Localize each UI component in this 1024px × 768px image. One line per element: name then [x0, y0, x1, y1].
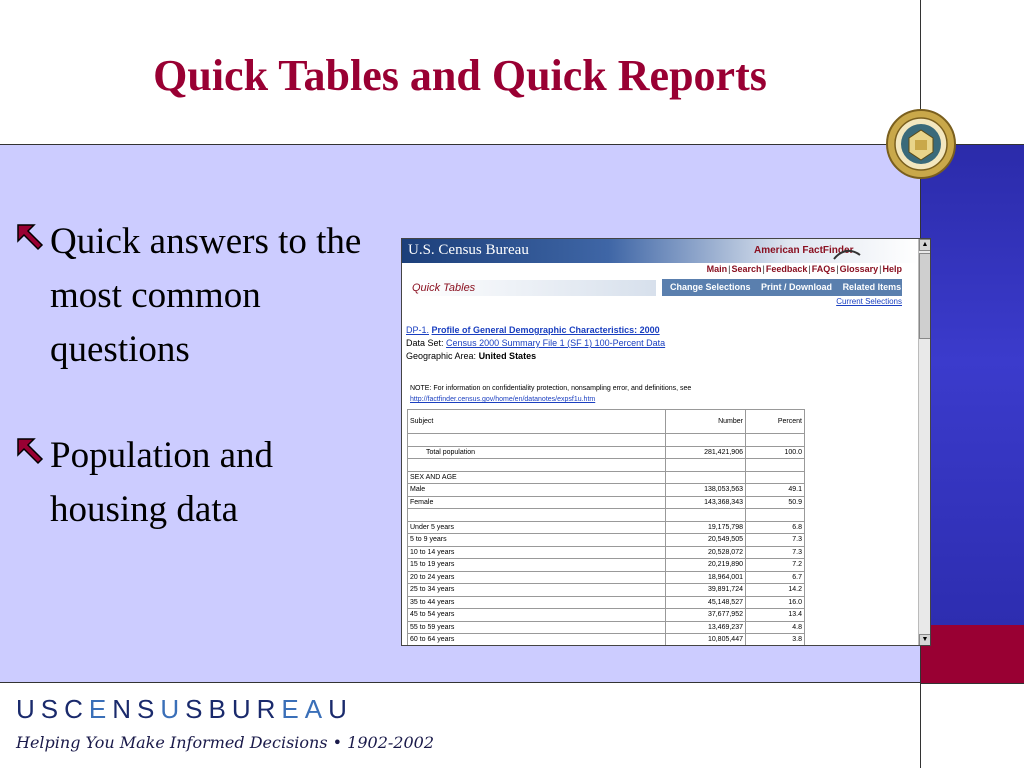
logo-letter: S — [40, 694, 65, 724]
table-cell-subject — [408, 434, 666, 447]
tab-change-selections[interactable]: Change Selections — [670, 282, 751, 292]
table-cell-number: 18,964,001 — [666, 571, 746, 584]
table-cell-percent: 6.7 — [746, 571, 805, 584]
table-cell-subject — [408, 509, 666, 522]
nav-link-faqs[interactable]: FAQs — [811, 264, 836, 274]
table-cell-number: 19,175,798 — [666, 521, 746, 534]
table-row — [408, 596, 805, 609]
table-cell-percent: 3.8 — [746, 634, 805, 647]
table-cell-percent: 4.8 — [746, 621, 805, 634]
table-row — [408, 496, 805, 509]
bullet-item — [14, 429, 394, 537]
table-cell-number: 138,053,563 — [666, 484, 746, 497]
logo-letter: E — [281, 694, 305, 724]
table-cell-percent — [746, 459, 805, 472]
nav-link-feedback[interactable]: Feedback — [765, 264, 808, 274]
table-id[interactable]: DP-1. — [406, 325, 430, 335]
table-cell-subject: 20 to 24 years — [408, 571, 666, 584]
logo-letter: B — [208, 694, 232, 724]
table-row — [408, 534, 805, 547]
table-cell-subject: 55 to 59 years — [408, 621, 666, 634]
geo-value: United States — [478, 351, 537, 361]
table-cell-subject: 15 to 19 years — [408, 559, 666, 572]
nav-link-main[interactable]: Main — [706, 264, 728, 274]
bullet-text: Population and housing data — [50, 435, 274, 530]
table-cell-subject: Under 5 years — [408, 521, 666, 534]
table-meta — [406, 324, 665, 363]
nav-separator: | — [879, 264, 882, 274]
table-title-link[interactable]: Profile of General Demographic Characteristics: 2000 — [431, 325, 660, 335]
current-selections-link[interactable]: Current Selections — [836, 297, 902, 306]
table-cell-percent: 13.4 — [746, 609, 805, 622]
table-cell-percent — [746, 471, 805, 484]
table-cell-subject: Female — [408, 496, 666, 509]
table-cell-subject: 60 to 64 years — [408, 634, 666, 647]
table-cell-subject — [408, 459, 666, 472]
tab-print-download[interactable]: Print / Download — [761, 282, 833, 292]
note-text: NOTE: For information on confidentiality protection, nonsampling error, and definitions, see — [410, 385, 692, 392]
table-cell-subject: Male — [408, 484, 666, 497]
table-cell-number — [666, 459, 746, 472]
side-band-red — [921, 625, 1024, 683]
table-cell-percent: 14.2 — [746, 584, 805, 597]
table-cell-number: 45,148,527 — [666, 596, 746, 609]
department-seal-icon — [885, 108, 957, 180]
table-cell-number: 20,219,890 — [666, 559, 746, 572]
table-row — [408, 509, 805, 522]
table-cell-percent: 50.9 — [746, 496, 805, 509]
table-row — [408, 559, 805, 572]
table-cell-subject: 35 to 44 years — [408, 596, 666, 609]
bullet-list — [14, 215, 394, 589]
table-cell-number: 20,549,505 — [666, 534, 746, 547]
table-row — [408, 584, 805, 597]
swoosh-logo-icon — [832, 247, 862, 261]
logo-letter: C — [64, 694, 89, 724]
tab-related-items[interactable]: Related Items — [842, 282, 902, 292]
scroll-thumb[interactable] — [919, 253, 931, 339]
nav-separator: | — [808, 264, 811, 274]
table-cell-percent: 100.0 — [746, 446, 805, 459]
table-row — [408, 471, 805, 484]
factfinder-screenshot — [401, 238, 931, 646]
table-cell-number: 13,469,237 — [666, 621, 746, 634]
logo-letter: E — [88, 694, 113, 724]
logo-letter: U — [231, 694, 257, 724]
table-header-row — [408, 410, 805, 434]
scroll-up-icon[interactable]: ▲ — [919, 239, 931, 251]
logo-letter: U — [16, 694, 41, 724]
table-cell-percent — [746, 434, 805, 447]
table-cell-subject: 45 to 54 years — [408, 609, 666, 622]
logo-letter: A — [304, 694, 329, 724]
section-label: Quick Tables — [406, 280, 656, 296]
table-cell-percent: 16.0 — [746, 596, 805, 609]
arrow-bullet-icon — [14, 221, 46, 253]
dataset-line — [406, 337, 665, 350]
action-tabs — [662, 279, 902, 296]
table-cell-subject: SEX AND AGE — [408, 471, 666, 484]
table-cell-number — [666, 434, 746, 447]
nav-link-glossary[interactable]: Glossary — [839, 264, 879, 274]
table-cell-number: 10,805,447 — [666, 634, 746, 647]
table-cell-subject: 25 to 34 years — [408, 584, 666, 597]
logo-letter: N — [112, 694, 138, 724]
top-nav-links — [402, 264, 918, 278]
section-bar — [402, 279, 918, 296]
bullet-text: Quick answers to the most common questions — [50, 221, 362, 370]
bullet-item — [14, 215, 394, 377]
nav-separator: | — [836, 264, 839, 274]
column-header-number: Number — [666, 410, 746, 434]
note-block — [410, 383, 691, 405]
table-cell-subject: 10 to 14 years — [408, 546, 666, 559]
table-cell-number — [666, 509, 746, 522]
table-row — [408, 609, 805, 622]
vertical-scrollbar[interactable] — [918, 239, 931, 646]
table-cell-number: 20,528,072 — [666, 546, 746, 559]
logo-letter: U — [328, 694, 353, 724]
arrow-bullet-icon — [14, 435, 46, 467]
slide-title: Quick Tables and Quick Reports — [153, 51, 767, 100]
table-cell-subject: Total population — [408, 446, 666, 459]
table-cell-number: 39,891,724 — [666, 584, 746, 597]
table-row — [408, 621, 805, 634]
scroll-down-icon[interactable]: ▼ — [919, 634, 931, 646]
table-cell-percent — [746, 509, 805, 522]
table-cell-number: 143,368,343 — [666, 496, 746, 509]
table-cell-number: 37,677,952 — [666, 609, 746, 622]
geo-line — [406, 350, 665, 363]
geo-label: Geographic Area: — [406, 351, 477, 361]
table-row — [408, 571, 805, 584]
table-cell-percent: 49.1 — [746, 484, 805, 497]
side-band-blue — [921, 145, 1024, 625]
column-header-percent: Percent — [746, 410, 805, 434]
table-cell-percent: 7.3 — [746, 534, 805, 547]
logo-letter: S — [137, 694, 161, 724]
table-cell-percent: 7.2 — [746, 559, 805, 572]
table-cell-number — [666, 471, 746, 484]
dataset-label: Data Set: — [406, 338, 444, 348]
table-row — [408, 521, 805, 534]
table-cell-percent: 6.8 — [746, 521, 805, 534]
table-cell-number: 281,421,906 — [666, 446, 746, 459]
table-title-line — [406, 324, 665, 337]
table-cell-percent: 7.3 — [746, 546, 805, 559]
logo-letter: R — [256, 694, 282, 724]
note-link[interactable]: http://factfinder.census.gov/home/en/datanotes/expsf1u.htm — [410, 396, 596, 403]
site-header — [402, 239, 918, 263]
nav-link-help[interactable]: Help — [882, 264, 902, 274]
table-row — [408, 459, 805, 472]
logo-letter: U — [160, 694, 186, 724]
side-band-divider — [921, 683, 1024, 684]
table-row — [408, 484, 805, 497]
nav-link-search[interactable]: Search — [731, 264, 762, 274]
census-bureau-logo — [16, 694, 353, 725]
logo-letter: S — [185, 694, 209, 724]
nav-separator: | — [762, 264, 765, 274]
column-header-subject: Subject — [408, 410, 666, 434]
dataset-link[interactable]: Census 2000 Summary File 1 (SF 1) 100-Percent Data — [446, 338, 666, 348]
table-row — [408, 634, 805, 647]
nav-separator: | — [728, 264, 731, 274]
app-name[interactable]: American FactFinder — [754, 245, 854, 256]
footer-tagline: Helping You Make Informed Decisions • 1902-2002 — [16, 733, 434, 752]
table-row — [408, 434, 805, 447]
table-cell-subject: 5 to 9 years — [408, 534, 666, 547]
table-row — [408, 546, 805, 559]
site-brand[interactable]: U.S. Census Bureau — [408, 242, 529, 258]
horizontal-divider — [0, 144, 1024, 145]
data-table — [407, 409, 805, 646]
table-row — [408, 446, 805, 459]
